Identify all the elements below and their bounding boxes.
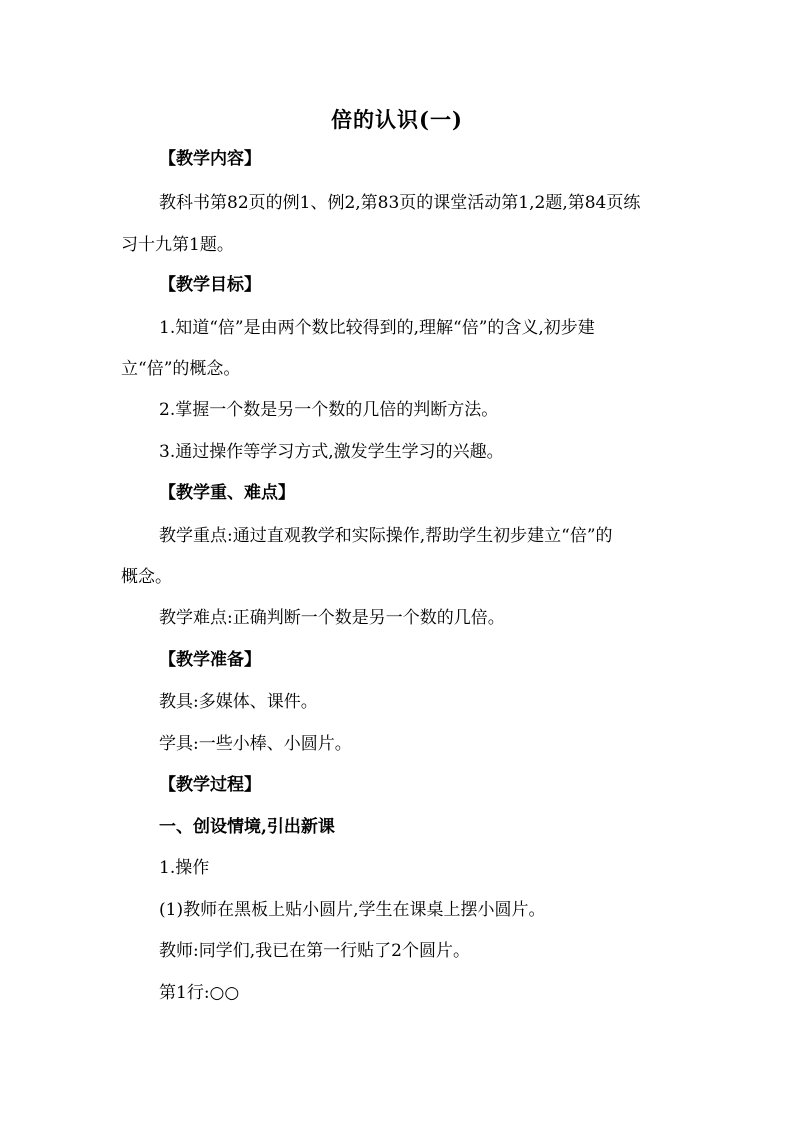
key-point-line-1: 教学重点:通过直观教学和实际操作,帮助学生初步建立“倍”的: [159, 526, 613, 546]
step-1-item-1: (1)教师在黑板上贴小圆片,学生在课桌上摆小圆片。: [159, 900, 546, 920]
goal-1-line-1: 1.知道“倍”是由两个数比较得到的,理解“倍”的含义,初步建: [159, 318, 595, 338]
paragraph-content-line-1: 教科书第82页的例1、例2,第83页的课堂活动第1,2题,第84页练: [159, 193, 641, 213]
row-1-circles: 第1行:○○: [159, 983, 240, 1003]
section-heading-process: 【教学过程】: [159, 775, 261, 795]
difficult-point: 教学难点:正确判断一个数是另一个数的几倍。: [159, 608, 505, 628]
section-heading-key-points: 【教学重、难点】: [159, 483, 295, 503]
key-point-line-2: 概念。: [121, 567, 172, 587]
page-title: 倍的认识(一): [331, 107, 463, 132]
prep-student-tools: 学具:一些小棒、小圆片。: [159, 734, 352, 754]
step-1-heading: 一、创设情境,引出新课: [159, 817, 335, 837]
goal-1-line-2: 立“倍”的概念。: [121, 359, 241, 379]
goal-2: 2.掌握一个数是另一个数的几倍的判断方法。: [159, 400, 499, 420]
section-heading-content: 【教学内容】: [159, 149, 261, 169]
teacher-dialogue: 教师:同学们,我已在第一行贴了2个圆片。: [159, 941, 470, 961]
section-heading-goals: 【教学目标】: [159, 275, 261, 295]
section-heading-preparation: 【教学准备】: [159, 650, 261, 670]
step-1-subheading: 1.操作: [159, 858, 210, 878]
goal-3: 3.通过操作等学习方式,激发学生学习的兴趣。: [159, 442, 504, 462]
paragraph-content-line-2: 习十九第1题。: [121, 235, 234, 255]
prep-teacher-tools: 教具:多媒体、课件。: [159, 692, 318, 712]
